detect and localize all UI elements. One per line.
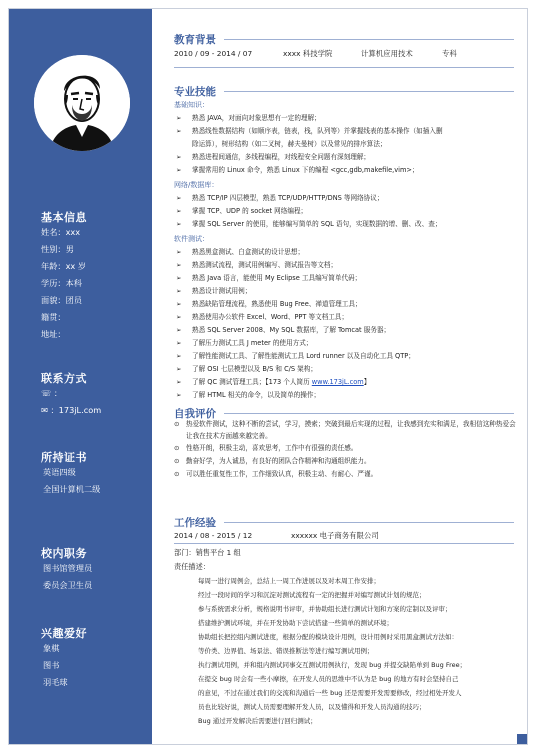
section-divider <box>224 39 514 40</box>
circle-bullet-icon: ⊙ <box>174 457 180 465</box>
work-company: xxxxxx 电子商务有限公司 <box>291 531 379 540</box>
skill-item-with-link <box>192 379 370 386</box>
basic-age: 年龄：xx 岁 <box>41 261 87 271</box>
skill-item-text: 了解 QC 测试管理工具；【173 个人简历 <box>192 378 312 386</box>
campus-duty-title: 校内职务 <box>41 547 87 560</box>
skill-item-suffix: 】 <box>363 378 371 386</box>
section-divider <box>224 522 514 523</box>
section-divider <box>224 91 514 92</box>
basic-gender: 性别：男 <box>41 244 74 254</box>
education-title: 教育背景 <box>174 34 216 46</box>
skill-item: ➢ 熟悉测试流程，测试用例编写、测试报告等文档； <box>192 262 337 269</box>
section-divider <box>174 543 514 544</box>
skill-item: ➢ 熟悉使用办公软件 Excel、Word、PPT 等文档工具； <box>192 314 348 321</box>
work-line: 每周一进行周例会，总结上一周工作进展以及对本周工作安排； <box>198 577 380 585</box>
skill-group-title: 软件测试： <box>174 235 209 243</box>
evaluation-item <box>174 443 519 455</box>
avatar-photo <box>34 55 130 151</box>
skill-item: ➢ 了解性能测试工具、了解性能测试工具 Lord runner 以及自动化工具 QTP； <box>192 353 415 360</box>
work-line: Bug 通过开发解决后需要进行回归测试； <box>198 717 317 725</box>
evaluation-title: 自我评价 <box>174 408 216 420</box>
skill-item: ➢ 熟悉 TCP/IP 四层模型，熟悉 TCP/UDP/HTTP/DNS 等网络协议； <box>192 195 384 202</box>
education-major: 计算机应用技术 <box>361 49 413 58</box>
education-school: xxxx 科技学院 <box>283 49 333 58</box>
work-line: 员也比较好说，测试人员需要理解开发人员，以及懂得和开发人员沟通的技巧； <box>198 703 426 711</box>
skill-item: ➢ 熟悉线性数据结构（如顺序表，链表，栈，队列等）并掌握线表的基本操作（如插入删 <box>192 128 443 135</box>
skill-item: ➢ 熟悉缺陷管理流程，熟悉使用 Bug Free、禅道管理工具； <box>192 301 362 308</box>
certificate-item: 全国计算机二级 <box>43 484 101 494</box>
evaluation-item <box>174 456 519 468</box>
basic-name: 姓名：xxx <box>41 227 81 237</box>
education-period: 2010 / 09 - 2014 / 07 <box>174 49 253 58</box>
skill-group-title: 网络/数据库： <box>174 181 219 189</box>
resume-page <box>8 8 528 745</box>
section-divider <box>174 67 514 68</box>
work-title: 工作经验 <box>174 517 216 529</box>
skill-item: ➢ 熟悉 SQL Server 2008、My SQL 数据库，了解 Tomcat 服务器； <box>192 327 390 334</box>
duty-item: 图书馆管理员 <box>43 563 93 573</box>
basic-address: 地址： <box>41 329 66 339</box>
evaluation-text: 热爱软件测试，这种不断的尝试，学习，摸索；突破到最后实现的过程，让我感到充实和满足，我相信这种热爱会让我在技术方面越来越完善。 <box>186 420 516 440</box>
work-line: 经过一段时间的学习和沉淀对测试流程有一定的把握并对编写测试计划的规范； <box>198 591 426 599</box>
main-content <box>152 9 528 745</box>
work-desc-title: 责任描述： <box>174 562 210 571</box>
sidebar <box>9 9 152 745</box>
evaluation-text: 勤奋好学，为人诚恳，有良好的团队合作精神和沟通组织能力。 <box>186 457 371 465</box>
education-degree: 专科 <box>442 49 457 58</box>
skill-item: ➢ 了解 OSI 七层模型以及 B/S 和 C/S 架构； <box>192 366 317 373</box>
basic-education: 学历：本科 <box>41 278 82 288</box>
hobby-item: 象棋 <box>43 643 60 653</box>
skill-item: ➢ 了解压力测试工具 J meter 的使用方式； <box>192 340 312 347</box>
work-line: 搭建维护测试环境，并在开发协助下尝试搭建一些简单的测试环境； <box>198 619 393 627</box>
skill-item: ➢ 了解 HTML 相关的命令，以及简单的操作； <box>192 392 320 399</box>
circle-bullet-icon: ⊙ <box>174 420 180 428</box>
skill-item-continued: 除运算），树形结构（如二叉树，赫夫曼树）以及常见的排序算法； <box>192 140 387 148</box>
section-divider <box>224 413 514 414</box>
work-line: 等价类、边界值、场景法、错误推断法等进行编写测试用例； <box>198 647 374 655</box>
evaluation-item <box>174 469 519 481</box>
work-period: 2014 / 08 - 2015 / 12 <box>174 531 253 540</box>
contact-email[interactable]: ✉ ：173jL.com <box>41 405 102 415</box>
work-department: 部门：销售平台 1 组 <box>174 548 241 557</box>
work-line: 参与系统需求分析，规格说明书评审，并协助组长进行测试计划和方案的定制以及评审； <box>198 605 452 613</box>
work-line: 协助组长把控组内测试进度，根据分配的模块设计用例，设计用例时采用黑盒测试方法如： <box>198 633 458 641</box>
evaluation-text: 可以胜任重复性工作，工作细致认真，积极主动、有耐心、严谨。 <box>186 470 378 478</box>
evaluation-item <box>174 419 519 443</box>
skill-item: ➢ 掌握常用的 Linux 命令，熟悉 Linux 下的编程 <gcc,gdb,makefile,vim>； <box>192 167 419 174</box>
skill-item: ➢ 熟悉 Java 语言，能使用 My Eclipse 工具编写简单代码； <box>192 275 361 282</box>
contact-phone: ☏ ： <box>41 388 63 398</box>
skill-item: ➢ 熟悉 JAVA，对面向对象思想有一定的理解； <box>192 115 321 122</box>
work-line: 在提交 bug 时会有一些小摩擦，在开发人员的思维中不认为是 bug 的地方有时会坚持自己 <box>198 675 459 683</box>
corner-decoration <box>517 734 527 744</box>
hobby-item: 图书 <box>43 660 60 670</box>
skill-item: ➢ 掌握 TCP、UDP 的 socket 网络编程； <box>192 208 307 215</box>
duty-item: 委员会卫生员 <box>43 580 93 590</box>
skill-item: ➢ 熟悉设计测试用例； <box>192 288 251 295</box>
work-line: 的意见，不过在通过我们的交流和沟通后一些 bug 还是需要开发需要修改，经过相处开发人 <box>198 689 462 697</box>
contact-title: 联系方式 <box>41 372 87 385</box>
skill-group-title: 基础知识： <box>174 101 209 109</box>
site-link[interactable]: www.173jL.com <box>311 378 364 386</box>
skill-item: ➢ 熟悉黑盒测试、白盒测试的设计思想； <box>192 249 304 256</box>
circle-bullet-icon: ⊙ <box>174 444 180 452</box>
circle-bullet-icon: ⊙ <box>174 470 180 478</box>
certificates-title: 所持证书 <box>41 451 87 464</box>
basic-politics: 面貌：团员 <box>41 295 82 305</box>
basic-info-title: 基本信息 <box>41 211 87 224</box>
certificate-item: 英语四级 <box>43 467 76 477</box>
skill-item: ➢ 熟悉进程间通信，多线程编程，对线程安全问题有深刻理解； <box>192 154 370 161</box>
evaluation-text: 性格开朗，积极主动，喜欢思考，工作中有很强的责任感。 <box>186 444 358 452</box>
skills-title: 专业技能 <box>174 86 216 98</box>
work-line: 执行测试用例，并和组内测试同事交互测试用例执行，发现 bug 并提交缺陷单到 Bug Free； <box>198 661 467 669</box>
basic-hometown: 籍贯： <box>41 312 66 322</box>
hobby-item: 羽毛球 <box>43 677 68 687</box>
hobbies-title: 兴趣爱好 <box>41 627 87 640</box>
skill-item: ➢ 掌握 SQL Server 的使用，能够编写简单的 SQL 语句，实现数据的增、删、改、查； <box>192 221 441 228</box>
